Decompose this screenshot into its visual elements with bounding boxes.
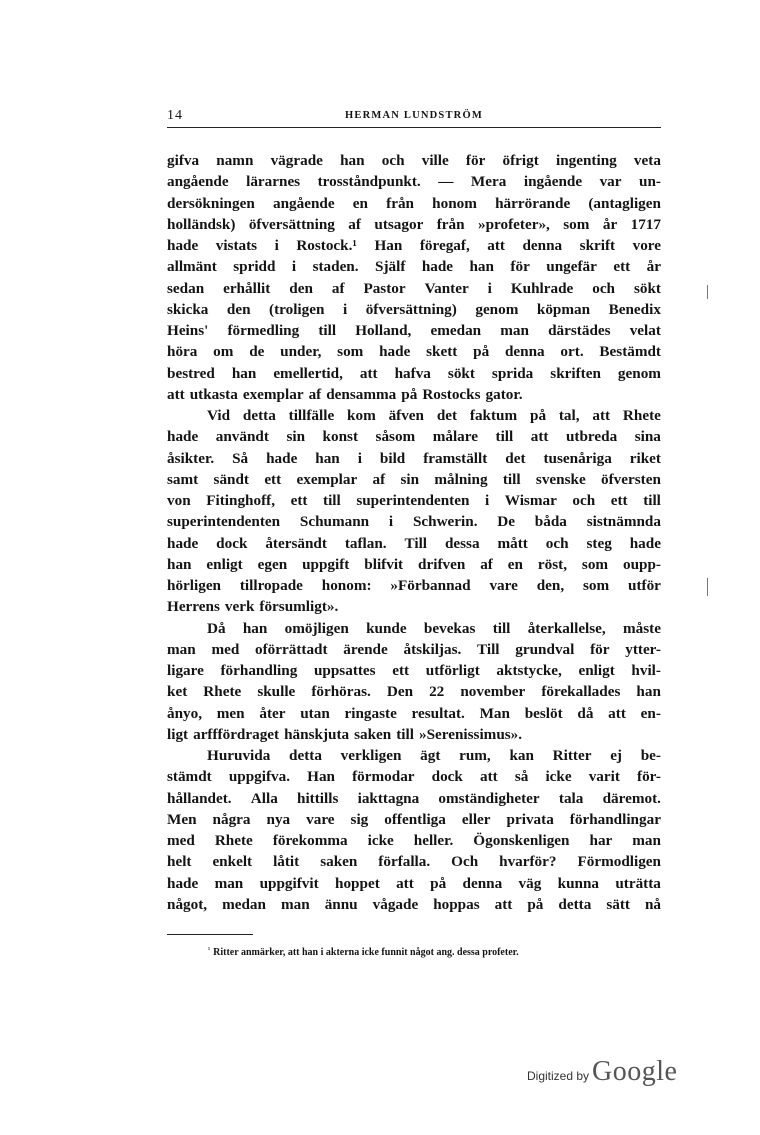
- text-line: angående lärarnes trosståndpunkt. — Mera ingående var un-: [167, 173, 661, 191]
- text-line: han enligt egen uppgift blifvit drifven af en röst, som oupp-: [167, 555, 661, 573]
- footnote-rule: [167, 934, 253, 935]
- footnote: [208, 946, 519, 958]
- text-line: Herrens verk försumligt».: [167, 598, 339, 616]
- text-line: ket Rhete skulle förhöras. Den 22 november förekallades han: [167, 683, 661, 701]
- text-line: att utkasta exemplar af densamma på Rostocks gator.: [167, 385, 523, 403]
- text-line: allmänt spridd i staden. Själf hade han för ungefär ett år: [167, 258, 661, 276]
- text-line: stämdt uppgifva. Han förmodar dock att så icke varit för-: [167, 768, 661, 786]
- text-line: Vid detta tillfälle kom äfven det faktum på tal, att Rhete: [207, 407, 661, 424]
- text-line: man med oförrättadt ärende åtskiljas. Till grundval för ytter-: [167, 640, 661, 658]
- text-line: samt sändt ett exemplar af sin målning till svenske öfversten: [167, 470, 661, 488]
- margin-mark: [707, 285, 708, 299]
- header-rule: [167, 127, 661, 128]
- page-number: 14: [167, 108, 183, 123]
- text-line: holländsk) öfversättning af utsagor från »profeter», som år 1717: [167, 215, 661, 233]
- text-line: von Fitinghoff, ett till superintendenten i Wismar och ett till: [167, 492, 661, 509]
- text-line: sedan erhållit den af Pastor Vanter i Kuhlrade och sökt: [167, 279, 661, 297]
- text-line: hade dock återsändt taflan. Till dessa mått och steg hade: [167, 534, 661, 552]
- text-line: hade vistats i Rostock.¹ Han föregaf, att denna skrift vore: [167, 237, 661, 254]
- running-title: HERMAN LUNDSTRÖM: [345, 110, 483, 121]
- text-line: Huruvida detta verkligen ägt rum, kan Ritter ej be-: [207, 747, 661, 764]
- text-line: ligt arfffördraget hänskjuta saken till »Serenissimus».: [167, 725, 523, 743]
- google-logo: Google: [592, 1056, 678, 1087]
- text-line: bestred han emellertid, att hafva sökt sprida skriften genom: [167, 364, 661, 382]
- digitized-by-google-watermark: [527, 1056, 677, 1090]
- page-header: [167, 108, 661, 126]
- digitized-label: Digitized by: [527, 1069, 590, 1083]
- margin-mark: [707, 578, 708, 596]
- text-line: hade man uppgifvit hoppet att på denna väg kunna uträtta: [167, 874, 661, 892]
- text-line: något, medan man ännu vågade hoppas att på detta sätt nå: [167, 895, 661, 913]
- text-line: skicka den (troligen i öfversättning) genom köpman Benedix: [167, 300, 661, 318]
- text-line: med Rhete förekomma icke heller. Ögonskenligen har man: [167, 832, 661, 849]
- text-line: gifva namn vägrade han och ville för öfrigt ingenting veta: [167, 152, 661, 169]
- footnote-marker: ¹: [208, 946, 211, 954]
- text-line: Då han omöjligen kunde bevekas till återkallelse, måste: [207, 619, 661, 637]
- text-line: superintendenten Schumann i Schwerin. De båda sistnämnda: [167, 513, 661, 531]
- text-line: hade användt sin konst såsom målare till att utbreda sina: [167, 428, 661, 446]
- text-line: ånyo, men åter utan ringaste resultat. Man beslöt då att en-: [167, 704, 661, 722]
- text-line: höra om de under, som hade skett på denna ort. Bestämdt: [167, 343, 661, 361]
- text-line: Heins' förmedling till Holland, emedan man därstädes velat: [167, 322, 661, 339]
- text-line: ligare förhandling uppsattes ett utförligt aktstycke, enligt hvil-: [167, 662, 661, 679]
- body-text: [167, 150, 661, 915]
- footnote-text: Ritter anmärker, att han i akterna icke funnit något ang. dessa profeter.: [213, 947, 519, 958]
- text-line: dersökningen angående en från honom härrörande (antagligen: [167, 194, 661, 212]
- text-line: åsikter. Så hade han i bild framställt det tusenåriga riket: [167, 449, 661, 467]
- text-line: hörligen tillropade honom: »Förbannad vare den, som utför: [167, 577, 661, 594]
- text-line: Men några nya vare sig offentliga eller privata förhandlingar: [167, 810, 661, 828]
- text-line: helt enkelt låtit saken förfalla. Och hvarför? Förmodligen: [167, 853, 661, 871]
- text-line: hållandet. Alla hittills iakttagna omständigheter tala däremot.: [167, 789, 661, 807]
